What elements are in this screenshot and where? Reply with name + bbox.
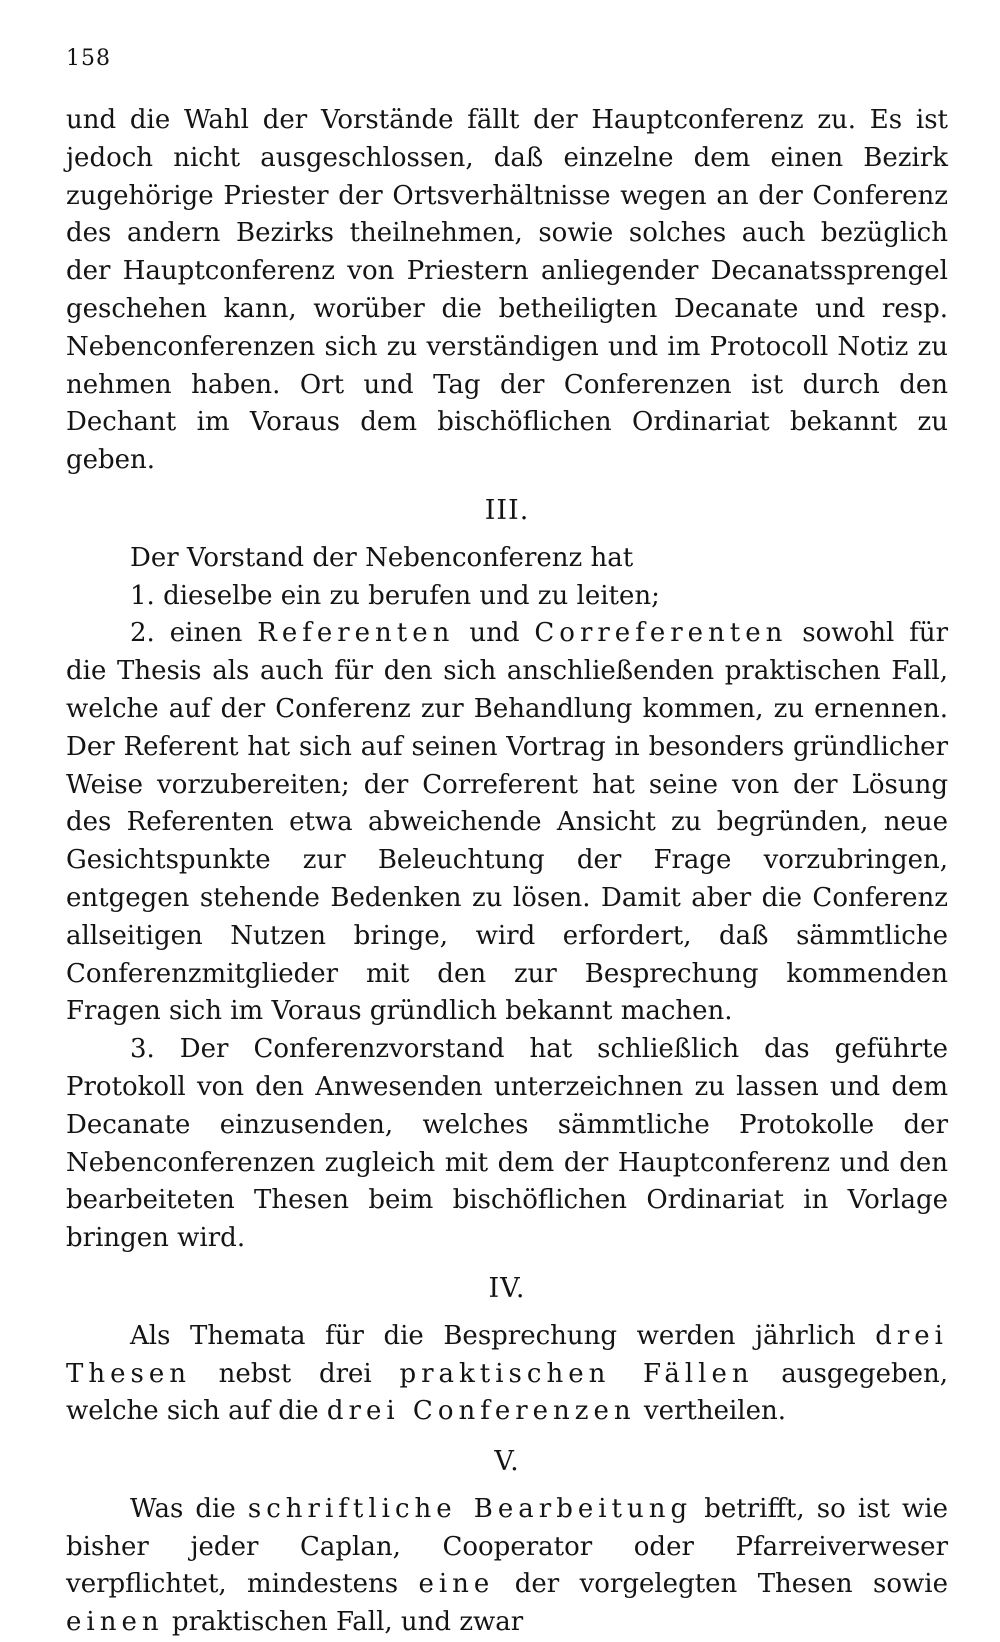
section-heading-v: V. xyxy=(494,1446,520,1478)
iv-rest: vertheilen. xyxy=(635,1396,787,1427)
item-2-rest: sowohl für die Thesis als auch für den sich anschließenden praktischen Fall, welche auf der Conferenz zur Behandlung kommen, zu ernennen. Der Referent hat sich auf seinen Vortrag in besonders gründlicher Weise vorzubereiten; der Correferent hat seine von der Lösung des Referenten etwa abweichende Ansicht zu begründen, neue Gesichtspunkte zur Beleuchtung der Frage vorzubringen, entgegen stehende Bedenken zu lösen. Damit aber die Conferenz allseitigen Nutzen bringe, wird erfordert, daß sämmtliche Conferenzmitglieder mit den zur Besprechung kommenden Fragen sich im Voraus gründlich bekannt machen. xyxy=(66,618,948,1027)
spaced-term-drei-thesen: drei Thesen xyxy=(66,1320,948,1389)
v-rest: praktischen Fall, und zwar xyxy=(163,1607,524,1638)
spaced-term-drei-conferenzen: drei Conferenzen xyxy=(326,1396,636,1427)
iv-mid-1: nebst drei xyxy=(190,1358,400,1389)
iv-mid-2: ausgegeben, welche sich auf die xyxy=(66,1358,948,1427)
section-heading-iv: IV. xyxy=(488,1272,526,1304)
v-pre: Was die xyxy=(130,1493,248,1524)
section-iii-item-3: 3. Der Conferenzvorstand hat schließlich das geführte Protokoll von den Anwesenden unterzeichnen zu lassen und dem Decanate einzusenden, welches sämmtliche Protokolle der Nebenconferenzen zugleich mit dem der Hauptconferenz und den bearbeiteten Thesen beim bischöflichen Ordinariat in Vorlage bringen wird. xyxy=(66,1034,948,1254)
section-iv-paragraph xyxy=(66,1318,948,1431)
section-iii-item-1: 1. dieselbe ein zu berufen und zu leiten; xyxy=(130,580,660,611)
spaced-term-referenten: Referenten xyxy=(257,618,455,649)
spaced-term-correferenten: Correferenten xyxy=(534,618,788,649)
spaced-term-schriftliche-bearbeitung: schriftliche Bearbeitung xyxy=(247,1493,693,1524)
continued-paragraph: und die Wahl der Vorstände fällt der Hauptconferenz zu. Es ist jedoch nicht ausgeschlossen, daß einzelne dem einen Bezirk zugehörige Priester der Ortsverhältnisse wegen an der Conferenz des andern Bezirks theilnehmen, sowie solches auch bezüglich der Hauptconferenz von Priestern anliegender Decanatssprengel geschehen kann, worüber die betheiligten Decanate und resp. Nebenconferenzen sich zu verständigen und im Protocoll Notiz zu nehmen haben. Ort und Tag der Conferenzen ist durch den Dechant im Voraus dem bischöflichen Ordinariat bekannt zu geben. xyxy=(66,105,948,476)
item-2-mid: und xyxy=(454,618,535,649)
spaced-term-einen: einen xyxy=(66,1607,164,1638)
v-mid-2: der vorgelegten Thesen sowie xyxy=(494,1569,948,1600)
section-heading-iii: III. xyxy=(484,494,530,526)
section-iii-lead: Der Vorstand der Nebenconferenz hat xyxy=(130,542,634,573)
spaced-term-eine: eine xyxy=(418,1569,495,1600)
page-number: 158 xyxy=(66,46,111,71)
spaced-term-praktischen-faellen: praktischen Fällen xyxy=(399,1358,754,1389)
item-2-pre: 2. einen xyxy=(130,618,258,649)
section-v-paragraph xyxy=(66,1491,948,1642)
v-mid-1: betrifft, so ist wie bisher jeder Caplan, Cooperator oder Pfarreiverweser verpflichtet, mindestens xyxy=(66,1493,949,1600)
section-iii-item-2 xyxy=(66,615,948,1031)
iv-pre: Als Themata für die Besprechung werden jährlich xyxy=(130,1320,876,1351)
